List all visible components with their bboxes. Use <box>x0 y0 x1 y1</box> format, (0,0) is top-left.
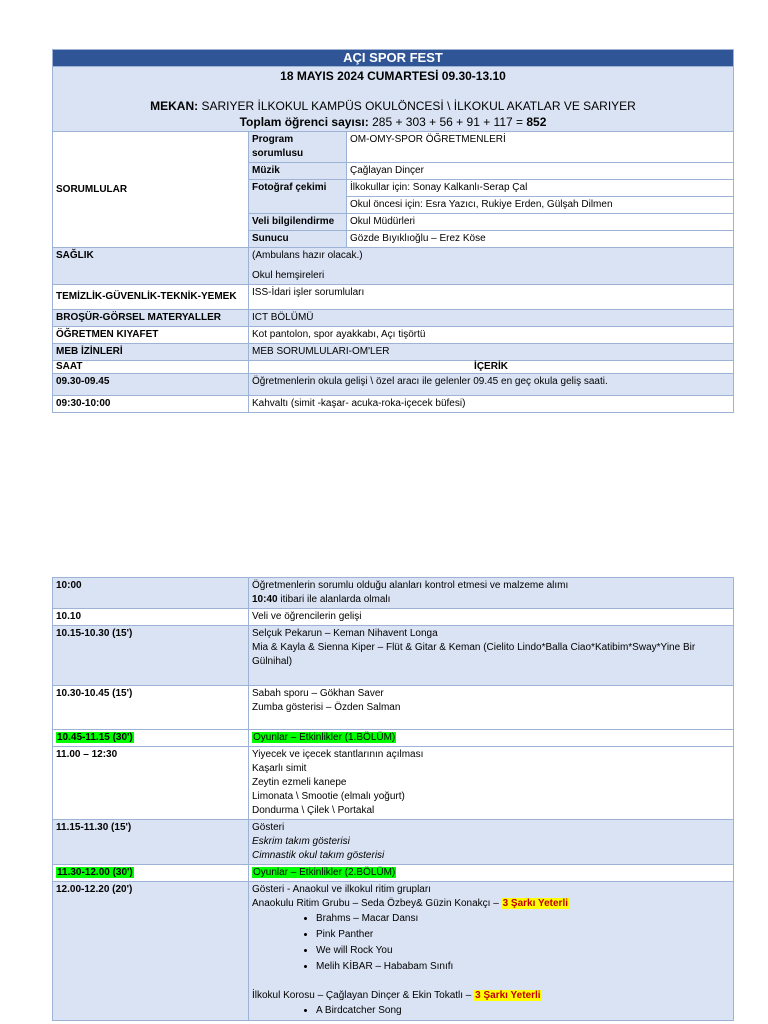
info-label: MEB İZİNLERİ <box>53 344 249 361</box>
resp-value: Okul öncesi için: Esra Yazıcı, Rukiye Erden, Gülşah Dilmen <box>347 197 734 214</box>
schedule-time: 10.10 <box>53 609 249 626</box>
list-item: • We will Rock You <box>316 943 730 959</box>
info-value: MEB SORUMLULARI-OM'LER <box>249 344 734 361</box>
schedule-content: Veli ve öğrencilerin gelişi <box>249 609 734 626</box>
info-label: TEMİZLİK-GÜVENLİK-TEKNİK-YEMEK <box>53 285 249 310</box>
schedule-content: Oyunlar – Etkinlikler (2.BÖLÜM) <box>249 865 734 882</box>
schedule-content: Öğretmenlerin okula gelişi \ özel aracı ile gelenler 09.45 en geç okula geliş saati. <box>249 374 734 396</box>
resp-value: Okul Müdürleri <box>347 214 734 231</box>
resp-key: Fotoğraf çekimi <box>249 180 347 214</box>
schedule-content: Kahvaltı (simit -kaşar- acuka-roka-içecek büfesi) <box>249 396 734 413</box>
resp-key: Müzik <box>249 163 347 180</box>
schedule-content: Yiyecek ve içecek stantlarının açılması Kaşarlı simit Zeytin ezmeli kanepe Limonata \ Smootie (elmalı yoğurt) Dondurma \ Çilek \ Portakal <box>249 747 734 820</box>
resp-key: Program sorumlusu <box>249 132 347 163</box>
badge: 3 Şarkı Yeterli <box>475 990 541 1001</box>
schedule-content: Oyunlar – Etkinlikler (1.BÖLÜM) <box>249 730 734 747</box>
info-value: Kot pantolon, spor ayakkabı, Açı tişörtü <box>249 327 734 344</box>
student-count: Toplam öğrenci sayısı: 285 + 303 + 56 + 91 + 117 = 852 <box>239 115 547 129</box>
schedule-table <box>52 577 734 1021</box>
info-value: ISS-İdari işler sorumluları <box>249 285 734 310</box>
resp-key: Veli bilgilendirme <box>249 214 347 231</box>
resp-value: OM-OMY-SPOR ÖĞRETMENLERİ <box>347 132 734 163</box>
info-value: (Ambulans hazır olacak.) Okul hemşireleri <box>249 248 734 285</box>
schedule-header-content: İÇERİK <box>249 361 734 374</box>
schedule-header-time: SAAT <box>53 361 249 374</box>
responsibles-label: SORUMLULAR <box>53 132 249 248</box>
schedule-time: 10.15-10.30 (15') <box>53 626 249 686</box>
event-venue: MEKAN: SARIYER İLKOKUL KAMPÜS OKULÖNCESİ \ İLKOKUL AKATLAR VE SARIYER <box>150 99 636 113</box>
schedule-time: 11.00 – 12:30 <box>53 747 249 820</box>
schedule-time: 10:00 <box>53 578 249 609</box>
schedule-time: 09:30-10:00 <box>53 396 249 413</box>
event-header <box>53 67 734 132</box>
schedule-time: 10.45-11.15 (30') <box>53 730 249 747</box>
info-label: BROŞÜR-GÖRSEL MATERYALLER <box>53 310 249 327</box>
schedule-time: 10.30-10.45 (15') <box>53 686 249 730</box>
resp-value: Gözde Bıyıklıoğlu – Erez Köse <box>347 231 734 248</box>
schedule-content: Selçuk Pekarun – Keman Nihavent Longa Mia & Kayla & Sienna Kiper – Flüt & Gitar & Keman (Cielito Lindo*Balla Ciao*Katibim*Sway*Yine Bir Gülnihal) <box>249 626 734 686</box>
resp-key: Sunucu <box>249 231 347 248</box>
schedule-time: 11.15-11.30 (15') <box>53 820 249 865</box>
song-list <box>252 911 730 975</box>
badge: 3 Şarkı Yeterli <box>502 898 568 909</box>
schedule-content: Gösteri Eskrim takım gösterisi Cimnastik okul takım gösterisi <box>249 820 734 865</box>
event-info-table <box>52 49 734 413</box>
resp-value: İlkokullar için: Sonay Kalkanlı-Serap Çal <box>347 180 734 197</box>
schedule-time: 09.30-09.45 <box>53 374 249 396</box>
schedule-time: 12.00-12.20 (20') <box>53 882 249 1021</box>
schedule-time: 11.30-12.00 (30') <box>53 865 249 882</box>
info-value: ICT BÖLÜMÜ <box>249 310 734 327</box>
schedule-content: Gösteri - Anaokul ve ilkokul ritim grupları Anaokulu Ritim Grubu – Seda Özbey& Güzin Konakçı – 3 Şarkı Yeterli • Brahms – Macar Dansı • Pink Panther • We will Rock You • Melih KİBAR – Hababam Sınıfı İlkokul Korosu – Çağlayan Dinçer & Ekin Tokatlı – 3 Şarkı Yeterli • A Birdcatcher Song <box>249 882 734 1021</box>
info-label: ÖĞRETMEN KIYAFET <box>53 327 249 344</box>
song-list <box>252 1003 730 1019</box>
list-item: • Brahms – Macar Dansı <box>316 911 730 927</box>
list-item: • A Birdcatcher Song <box>316 1003 730 1019</box>
event-title: AÇI SPOR FEST <box>53 50 734 67</box>
info-label: SAĞLIK <box>53 248 249 285</box>
list-item: • Pink Panther <box>316 927 730 943</box>
event-date: 18 MAYIS 2024 CUMARTESİ 09.30-13.10 <box>280 69 506 83</box>
schedule-content: Sabah sporu – Gökhan Saver Zumba gösterisi – Özden Salman <box>249 686 734 730</box>
resp-value: Çağlayan Dinçer <box>347 163 734 180</box>
schedule-content: Öğretmenlerin sorumlu olduğu alanları kontrol etmesi ve malzeme alımı 10:40 itibari ile alanlarda olmalı <box>249 578 734 609</box>
list-item: • Melih KİBAR – Hababam Sınıfı <box>316 959 730 975</box>
